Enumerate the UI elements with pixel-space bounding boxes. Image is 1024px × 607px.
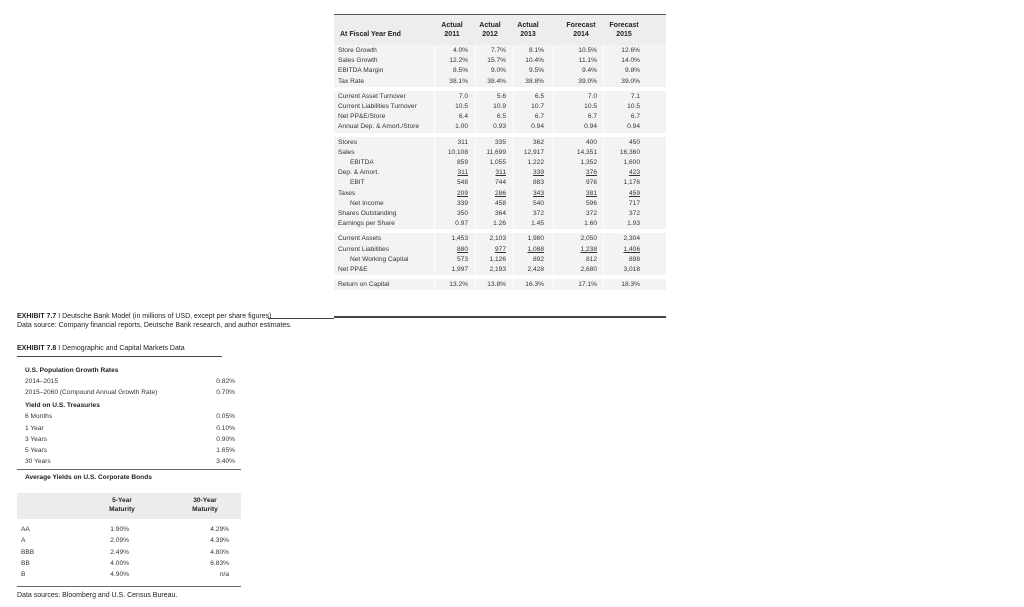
table-cell: 0.94 [531,123,544,131]
column-year: 2013 [520,30,536,38]
table-cell: 7.0 [587,92,597,100]
column-header [434,22,470,39]
table-cell: 5.6 [496,92,506,100]
rating-label: BB [21,559,30,567]
table-cell: 1,600 [623,159,640,166]
caption-text: I Deutsche Bank Model (in millions of USD, except per share figures) [56,313,272,320]
table-cell: 1,406 [623,245,640,253]
column-header [510,22,546,39]
table-cell: 423 [628,169,640,177]
table-cell: 38.1% [449,77,468,85]
table-cell: 7.1 [630,92,640,100]
table-cell: 12,917 [523,148,544,156]
table-cell: 1.60 [584,220,597,228]
table-cell: 372 [585,210,597,217]
header-line: 5-Year [112,497,132,504]
table-cell: 717 [628,199,640,207]
table-cell: 10.9 [493,103,506,110]
table-row [334,234,666,244]
row-label: Current Asset Turnover [338,92,406,100]
caption-number: EXHIBIT 7.7 [17,313,57,320]
row-label: EBITDA Margin [338,67,384,75]
table-cell: 10,108 [447,148,468,156]
column-header-5-year [92,497,152,514]
table-cell: 311 [457,138,468,146]
row-label: 2014–2015 [25,378,59,385]
table-cell: 286 [494,189,506,197]
table-row [334,158,666,168]
row-label: Net PP&E/Store [338,113,386,121]
table-cell: 458 [494,199,506,207]
table-row [334,46,666,56]
table-cell: 0.93 [493,123,506,131]
table-cell: 898 [628,255,640,263]
table-cell: 0.94 [584,123,597,131]
table-cell: 2,193 [489,266,506,273]
table-cell: 2,428 [527,266,544,273]
column-year: 2011 [444,30,460,38]
yield-5-year: 4.90% [110,571,129,579]
title-rule [17,356,222,357]
table-cell: 16,360 [619,148,640,156]
table-cell: 13.2% [449,281,468,289]
table-cell: 10.4% [525,57,544,65]
row-label: Current Assets [338,235,382,243]
table-bottom-rule [17,586,241,587]
table-row [334,102,666,112]
table-row [334,77,666,87]
table-row [334,112,666,122]
table-cell: 364 [494,210,506,217]
rating-label: B [21,571,26,579]
row-label: EBIT [350,179,365,187]
table-cell: 38.4% [487,77,506,85]
table-cell: 17.1% [578,281,597,289]
table-cell: 1,222 [527,159,544,166]
table-cell: 12.2% [449,57,468,65]
table-cell: 459 [628,189,640,197]
table-cell: 450 [628,138,640,146]
table-cell: 14.0% [621,57,640,65]
row-value: 3.40% [216,458,235,466]
table-row [334,199,666,209]
table-cell: 2,050 [580,235,597,243]
row-label: Annual Dep. & Amort./Store [338,123,419,131]
table-row [334,189,666,199]
table-cell: 362 [532,138,544,146]
yield-30-year: 4.80% [210,548,229,556]
column-type: Actual [517,22,539,29]
table-cell: 1,176 [623,179,640,187]
column-type: Actual [441,22,463,29]
table-cell: 381 [585,189,597,197]
table-cell: 311 [457,169,468,177]
table-row [334,209,666,219]
header-line: 30-Year [193,497,217,504]
title-text: I Demographic and Capital Markets Data [56,345,185,352]
table-cell: 8.5% [452,67,468,75]
table-cell: 10.5 [455,103,468,110]
table-cell: 880 [456,245,468,253]
caption-rule [268,318,334,319]
table-cell: 8.1% [528,47,544,54]
row-label: Current Liabilities Turnover [338,103,417,110]
column-separator [513,45,514,315]
yield-5-year: 2.49% [110,548,129,556]
table-cell: 883 [532,179,544,187]
column-type: Forecast [566,22,596,29]
table-bottom-rule [334,316,666,318]
table-row [334,122,666,132]
row-value: 0.70% [216,389,235,397]
table-cell: 18.3% [621,281,640,289]
corner-label: At Fiscal Year End [340,31,401,38]
table-cell: 10.5% [578,47,597,54]
table-cell: 1.26 [493,220,506,228]
row-label: Net PP&E [338,266,368,273]
table-cell: 892 [532,255,544,263]
table-cell: 1.45 [531,220,544,228]
row-label: Store Growth [338,47,377,54]
rating-label: BBB [21,548,35,556]
section-heading: U.S. Population Growth Rates [25,367,119,374]
table-cell: 2,680 [580,266,597,273]
table-cell: 9.4% [581,67,597,75]
table-cell: 10.5 [584,103,597,110]
column-separator [475,45,476,315]
row-label: Shares Outstanding [338,210,397,217]
table-cell: 9.5% [528,67,544,75]
table-cell: 976 [585,179,597,187]
table-header [334,14,666,46]
table-cell: 1,980 [527,235,544,243]
table-cell: 6.5 [496,113,506,121]
table-cell: 1.00 [455,123,468,131]
table-cell: 335 [494,138,506,146]
column-separator [553,45,554,315]
row-label: Current Liabilities [338,245,389,253]
yield-30-year: 4.29% [210,526,229,533]
exhibit-7-7-table [334,14,666,316]
rating-label: A [21,537,26,545]
table-cell: 0.97 [455,220,468,228]
table-cell: 6.5 [534,92,544,100]
row-label: Earnings per Share [338,220,395,228]
table-cell: 339 [532,169,544,177]
table-row [334,138,666,148]
table-cell: 540 [532,199,544,207]
section-rule [17,469,241,470]
row-label: 2015–2060 (Compound Annual Growth Rate) [25,389,158,397]
yield-5-year: 2.09% [110,537,129,545]
table-cell: 400 [585,138,597,146]
table-cell: 573 [456,255,468,263]
column-type: Actual [479,22,501,29]
table-cell: 1,055 [489,159,506,166]
table-row [334,148,666,158]
table-row [334,56,666,66]
yield-30-year: 6.83% [210,559,229,567]
table-cell: 9.8% [624,67,640,75]
table-cell: 343 [532,189,544,197]
row-label: EBITDA [350,159,374,166]
table-cell: 209 [456,189,468,197]
column-separator [603,45,604,315]
table-cell: 376 [585,169,597,177]
column-header [563,22,599,39]
table-row [334,66,666,76]
yield-30-year: 4.39% [210,537,229,545]
table-cell: 1,088 [527,245,544,253]
column-year: 2012 [482,30,498,38]
table-cell: 7.0 [458,92,468,100]
table-cell: 1,352 [580,159,597,166]
table-cell: 10.5 [627,103,640,110]
row-label: 3 Years [25,435,47,443]
header-line: Maturity [109,505,135,513]
row-label: Net Working Capital [350,255,409,263]
table-cell: 6.4 [458,113,468,121]
table-row [334,168,666,178]
table-cell: 15.7% [487,57,506,65]
table-cell: 372 [532,210,544,217]
table-cell: 12.6% [621,47,640,54]
column-header [606,22,642,39]
title-number: EXHIBIT 7.8 [17,345,57,352]
table-cell: 39.0% [621,77,640,85]
table-row [334,280,666,290]
row-label: Tax Rate [338,77,365,85]
table-cell: 350 [456,210,468,217]
row-value: 0.10% [216,424,235,432]
column-separator [434,45,435,315]
table-cell: 0.94 [627,123,640,131]
section-heading: Average Yields on U.S. Corporate Bonds [25,474,152,482]
column-year: 2015 [616,30,632,38]
column-year: 2014 [573,30,589,38]
row-label: Net Income [350,199,384,207]
table-cell: 4.0% [452,47,468,54]
row-label: Sales [338,148,355,156]
table-cell: 859 [456,159,468,166]
row-value: 1.65% [216,447,235,454]
table-cell: 2,103 [489,235,506,243]
column-header-30-year [175,497,235,514]
table-cell: 6.7 [534,113,544,121]
column-header [472,22,508,39]
table-cell: 3,018 [623,266,640,273]
table-cell: 16.3% [525,281,544,289]
table-row [334,219,666,229]
table-cell: 13.8% [487,281,506,289]
table-cell: 812 [585,255,597,263]
table-cell: 38.8% [525,77,544,85]
row-label: 30 Years [25,458,51,466]
table-cell: 1,126 [489,255,506,263]
table-cell: 10.7 [531,103,544,110]
table-row [334,255,666,265]
row-value: 0.05% [216,413,235,421]
table-row [334,92,666,102]
table-cell: 6.7 [587,113,597,121]
exhibit-7-7-caption [17,313,271,320]
table-cell: 11.1% [578,57,597,65]
row-label: 6 Months [25,413,53,421]
table-cell: 1.93 [627,220,640,228]
table-cell: 2,304 [623,235,640,243]
rating-label: AA [21,526,30,533]
table-row [334,245,666,255]
table-cell: 1,238 [580,245,597,253]
table-cell: 39.0% [578,77,597,85]
table-cell: 977 [494,245,506,253]
exhibit-7-8-source: Data sources: Bloomberg and U.S. Census Bureau. [17,592,178,599]
yield-5-year: 1.90% [110,526,129,533]
table-cell: 744 [494,179,506,187]
table-cell: 11,699 [486,148,506,156]
table-cell: 311 [495,169,506,177]
table-cell: 14,351 [576,148,597,156]
row-label: Return on Capital [338,281,390,289]
table-cell: 9.0% [490,67,506,75]
table-cell: 7.7% [490,47,506,54]
exhibit-7-8-table [17,358,241,587]
table-cell: 1,453 [451,235,468,243]
row-label: Taxes [338,189,356,197]
table-cell: 1,997 [451,266,468,273]
table-row [334,178,666,188]
table-cell: 548 [456,179,468,187]
table-row [334,265,666,275]
yield-5-year: 4.00% [110,559,129,567]
row-label: Stores [338,138,358,146]
table-cell: 372 [628,210,640,217]
row-label: 5 Years [25,447,47,454]
yield-30-year: n/a [219,571,229,579]
row-value: 0.90% [216,435,235,443]
exhibit-7-7-source: Data source: Company financial reports, Deutsche Bank research, and author estimates. [17,322,292,329]
table-cell: 596 [585,199,597,207]
row-label: Sales Growth [338,57,378,65]
table-cell: 339 [456,199,468,207]
row-label: 1 Year [25,424,44,432]
section-heading: Yield on U.S. Treasuries [25,402,100,410]
header-line: Maturity [192,505,218,513]
table-cell: 6.7 [630,113,640,121]
row-value: 0.82% [216,378,235,385]
column-type: Forecast [609,22,639,29]
row-label: Dep. & Amort. [338,169,380,177]
exhibit-7-8-title [17,345,185,352]
